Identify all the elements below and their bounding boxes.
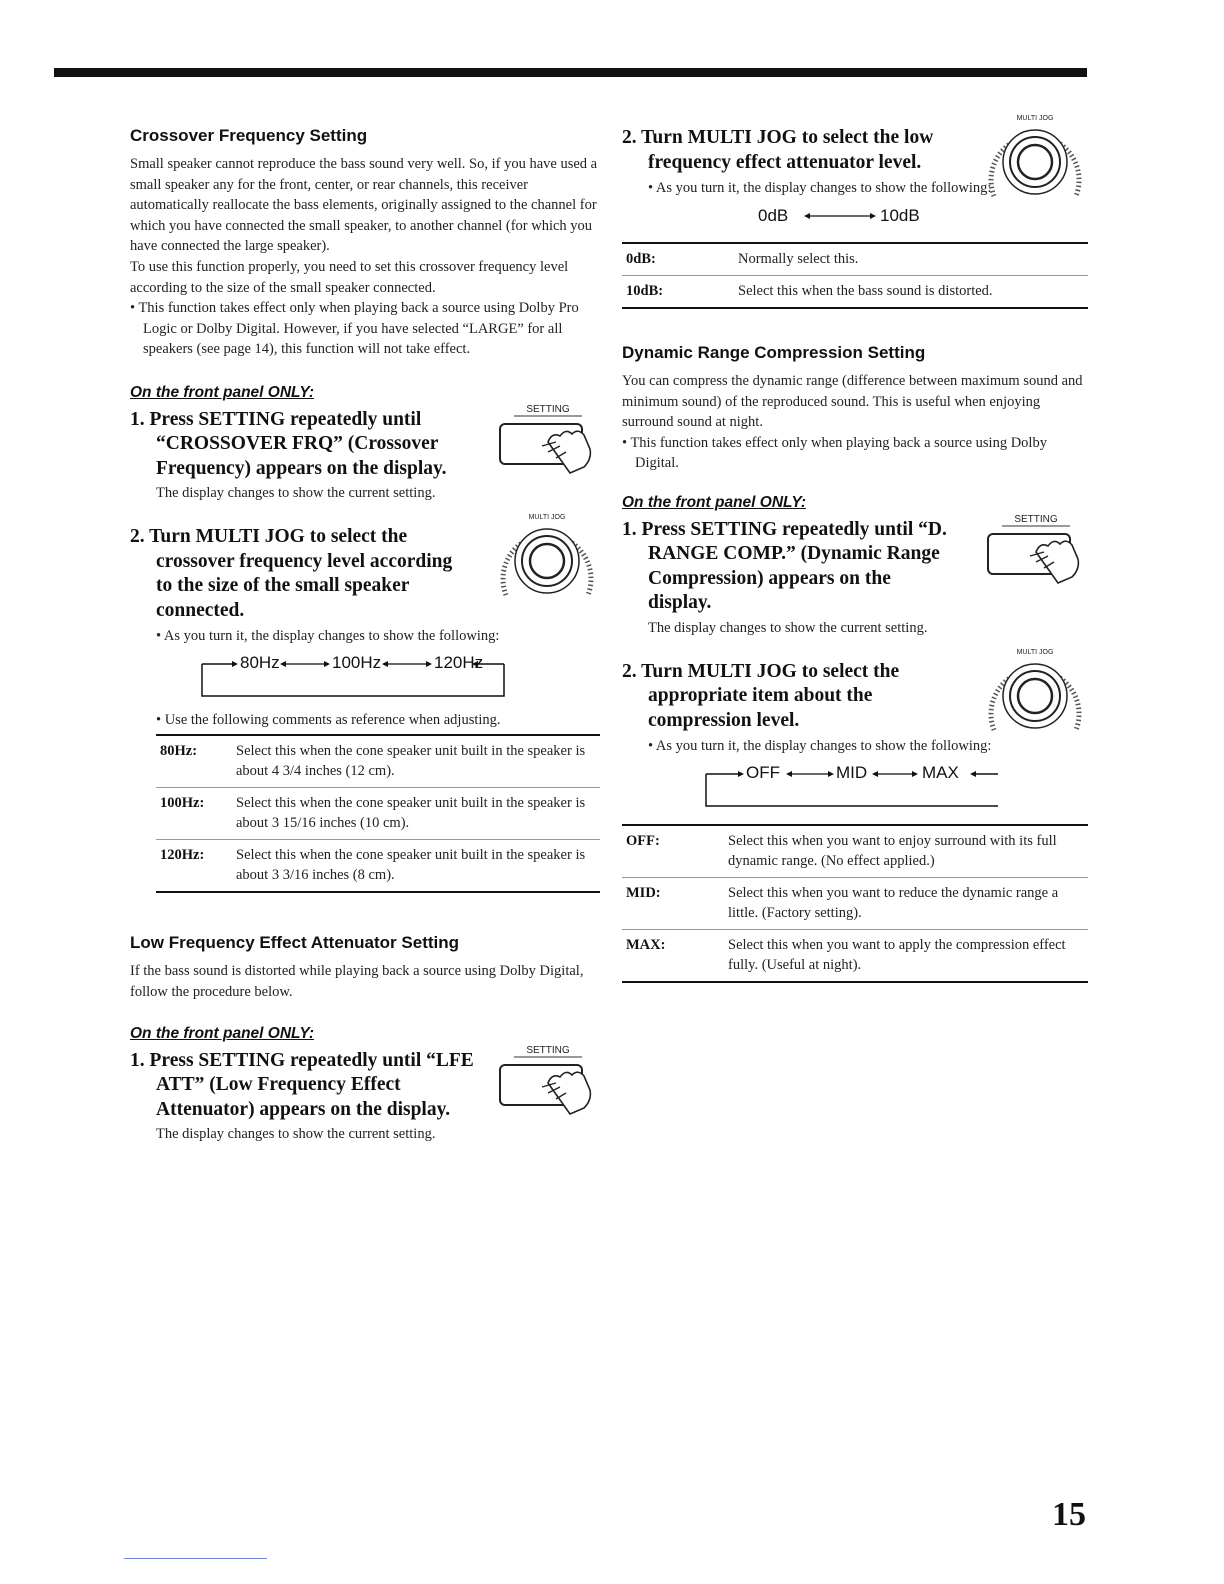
drc-panel-note: On the front panel ONLY: [622, 493, 806, 511]
multi-jog-figure [982, 644, 1088, 738]
multi-jog-figure [494, 509, 600, 603]
drc-bullet: • This function takes effect only when playing back a source using Dolby Digital. [622, 434, 1047, 472]
lfe-step-1-title: 1. Press SETTING repeatedly until “LFE ATT” (Low Frequency Effect Attenuator) appears on the display. [130, 1049, 474, 1120]
crossover-step-2-title: 2. Turn MULTI JOG to select the crossover frequency level according to the size of the small speaker connected. [130, 526, 453, 621]
right-column [622, 115, 1088, 983]
seq-mid: MID [836, 763, 868, 783]
table-key: 80Hz: [160, 743, 198, 760]
drc-table [622, 824, 1088, 983]
table-row [622, 243, 1088, 276]
table-key: 10dB: [622, 276, 738, 309]
drc-sequence [678, 764, 998, 812]
table-value: Select this when the bass sound is distorted. [738, 276, 1088, 309]
table-row [622, 930, 1088, 983]
setting-label: SETTING [1014, 513, 1058, 525]
drc-step-1-note: The display changes to show the current setting. [648, 619, 928, 636]
table-value: Select this when you want to reduce the dynamic range a little. (Factory setting). [728, 878, 1088, 930]
lfe-step-2 [622, 115, 1088, 198]
lfe-table [622, 242, 1088, 309]
table-key: 0dB: [626, 251, 656, 267]
setting-label: SETTING [526, 403, 570, 415]
table-key: 120Hz: [156, 840, 236, 893]
table-row [622, 825, 1088, 878]
jog-label: MULTI JOG [1016, 115, 1054, 122]
setting-button-figure [496, 402, 600, 478]
seq-100hz: 100Hz [332, 653, 382, 673]
drc-paragraph: You can compress the dynamic range (difference between maximum sound and minimum sound) of the reproduced sound. This is useful when enjoying surround sound at night. [622, 373, 1083, 431]
seq-80hz: 80Hz [240, 653, 280, 673]
table-row [622, 276, 1088, 309]
seq-max: MAX [922, 763, 959, 783]
crossover-sequence [174, 654, 514, 702]
table-value: Select this when you want to apply the compression effect fully. (Useful at night). [728, 930, 1088, 983]
left-column [130, 126, 600, 1144]
lfe-step-1-note: The display changes to show the current setting. [156, 1126, 436, 1143]
drc-step-1-title: 1. Press SETTING repeatedly until “D. RANGE COMP.” (Dynamic Range Compression) appears on the display. [622, 518, 947, 614]
crossover-title: Crossover Frequency Setting [130, 126, 368, 145]
seq-120hz: 120Hz [434, 653, 484, 673]
lfe-title: Low Frequency Effect Attenuator Setting [130, 933, 460, 953]
table-value: Select this when you want to enjoy surround with its full dynamic range. (No effect applied.) [728, 833, 1057, 870]
table-value: Select this when the cone speaker unit built in the speaker is about 3 3/16 inches (8 cm). [236, 840, 600, 893]
crossover-step-2 [130, 514, 600, 646]
lfe-step-2-bullet: • As you turn it, the display changes to show the following: [648, 180, 992, 196]
crossover-paragraph-1: Small speaker cannot reproduce the bass sound very well. So, if you have used a small speaker any for the front, center, or rear channels, this receiver automatically reallocate the bass elements, originally assigned to the channel for which you have connected the small speaker, to another channel (for which you have connected the large speaker). [130, 156, 598, 255]
crossover-panel-note: On the front panel ONLY: [130, 383, 314, 401]
lfe-sequence [758, 204, 958, 238]
crossover-table [156, 734, 600, 893]
lfe-step-1 [130, 1044, 600, 1145]
table-row [622, 878, 1088, 930]
table-key: MID: [622, 878, 728, 930]
table-row [156, 788, 600, 840]
crossover-step-1 [130, 403, 600, 504]
seq-off: OFF [746, 763, 780, 783]
seq-10db: 10dB [880, 206, 920, 225]
table-value: Select this when the cone speaker unit built in the speaker is about 4 3/4 inches (12 cm). [236, 743, 586, 780]
table-key: MAX: [622, 930, 728, 983]
crossover-step-1-title: 1. Press SETTING repeatedly until “CROSSOVER FRQ” (Crossover Frequency) appears on the display. [130, 408, 447, 479]
table-value: Normally select this. [738, 251, 859, 267]
crossover-paragraph-2: To use this function properly, you need to set this crossover frequency level according to the size of the small speaker connected. [130, 258, 569, 296]
crossover-step-2-bullet: • As you turn it, the display changes to show the following: [156, 628, 500, 645]
bottom-link-line [124, 1558, 267, 1559]
lfe-panel-note: On the front panel ONLY: [130, 1024, 314, 1042]
drc-step-2-bullet: • As you turn it, the display changes to show the following: [648, 738, 992, 755]
setting-label: SETTING [526, 1044, 570, 1056]
drc-step-2-title: 2. Turn MULTI JOG to select the appropriate item about the compression level. [622, 660, 900, 731]
jog-label: MULTI JOG [1016, 648, 1054, 656]
setting-button-figure [496, 1043, 600, 1119]
crossover-bullet: • This function takes effect only when playing back a source using Dolby Pro Logic or Dolby Digital. However, if you have selected “LARGE” for all speakers (see page 14), this function will not take effect. [130, 300, 579, 358]
drc-step-1 [622, 513, 1088, 638]
crossover-reference-bullet: • Use the following comments as reference when adjusting. [156, 712, 501, 729]
lfe-step-2-title: 2. Turn MULTI JOG to select the low frequency effect attenuator level. [622, 127, 934, 173]
drc-title: Dynamic Range Compression Setting [622, 343, 926, 362]
table-value: Select this when the cone speaker unit built in the speaker is about 3 15/16 inches (10 cm). [236, 788, 600, 840]
table-row [156, 840, 600, 893]
top-rule [54, 68, 1087, 77]
page-number: 15 [1052, 1496, 1086, 1533]
table-key: 100Hz: [156, 788, 236, 840]
table-row [156, 735, 600, 788]
crossover-step-1-note: The display changes to show the current setting. [156, 485, 436, 502]
seq-0db: 0dB [758, 206, 789, 225]
drc-step-2 [622, 648, 1088, 757]
table-key: OFF: [626, 833, 660, 850]
multi-jog-figure [982, 110, 1088, 204]
jog-label: MULTI JOG [528, 514, 566, 522]
lfe-paragraph: If the bass sound is distorted while playing back a source using Dolby Digital, follow the procedure below. [130, 963, 584, 1001]
setting-button-figure [984, 512, 1088, 588]
